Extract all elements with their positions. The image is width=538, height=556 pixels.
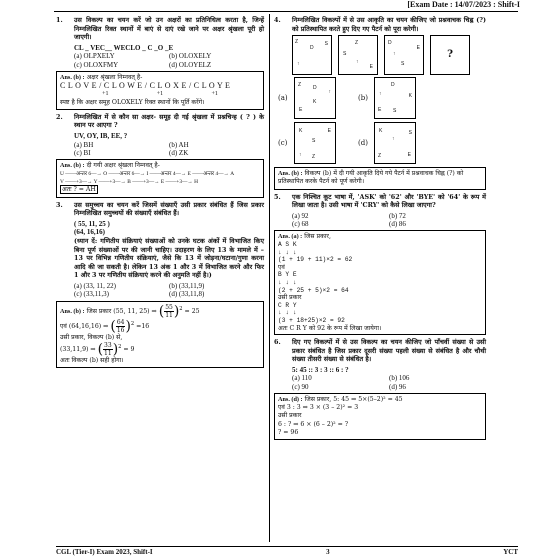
answer-calc: (2 + 25 + 5)×2 = 64	[278, 286, 349, 294]
page-footer	[56, 546, 518, 556]
increment-label: +1	[156, 91, 164, 98]
question-4	[274, 16, 486, 33]
options-q1	[56, 52, 264, 69]
option-b[interactable]: (b) (33,11,9)	[169, 281, 205, 290]
answer-line-3: उसी प्रकार, विकल्प (b) से,	[60, 333, 123, 341]
question-5	[274, 193, 486, 210]
set-2: (64, 16,16)	[74, 228, 105, 237]
right-column	[274, 16, 486, 443]
option-a[interactable]: (a) 92	[292, 211, 309, 220]
question-number: 1.	[56, 16, 63, 24]
answer-text: अक्षर श्रृंखला निम्नवत् है-	[86, 73, 143, 81]
option-label: (d)	[358, 138, 368, 147]
fraction: $\frac{33}{11}$	[104, 341, 112, 357]
option-d[interactable]: (d) 96	[389, 382, 406, 391]
question-mark: ?	[430, 35, 470, 75]
option-d[interactable]: (d) OLOYELZ	[169, 60, 212, 69]
exam-date-header: [Exam Date : 14/07/2023 : Shift-I	[407, 0, 520, 9]
column-separator	[269, 14, 270, 542]
option-label: (b)	[358, 93, 368, 102]
question-note: (ध्यान दें: गणितीय संक्रियाएं संख्याओं को उनके घटक अंकों में विभाजित किए बिना पूर्ण संख्याओं पर की जानी चाहिए। उदाहरण के लिए 13 के मामले में – 13 पर विभिन्न गणितीय संक्रियाएं, जैसे कि 13 में जोड़ना/घटाना/गुणा करना आदि की जा सकती है। लेकिन 13 अंक 1 और 3 में विभाजित करने और फिर 1 और 3 पर गणितीय संक्रियाएं करने की अनुमति नहीं है।)	[74, 236, 264, 280]
option-c[interactable]: (c) 68	[292, 220, 309, 229]
answer-text: जिस प्रकार,	[304, 233, 331, 241]
answer-box-q4	[274, 167, 486, 189]
question-number: 2.	[56, 112, 63, 121]
answer-text: जिस प्रकार (55, 11, 25) ⇒	[86, 307, 157, 315]
options-q5	[274, 212, 486, 229]
question-number: 3.	[56, 200, 63, 209]
options-row-1	[278, 77, 486, 119]
answer-calc: (3 + 18+25)×2 = 92	[278, 316, 345, 324]
answer-arrows: ↓ ↓ ↓	[278, 278, 297, 286]
options-q2	[56, 141, 264, 158]
answer-line: उसी प्रकार	[278, 412, 302, 420]
answer-text: विकल्प (b) में दी गयी आकृति दिये गये पैटर्न में प्रश्नवाचक चिह्न (?) को प्रतिस्थापित करके पैटर्न को पूर्ण करेगी।	[278, 170, 464, 186]
answer-text: जिस प्रकार, 5: 45 ⇒ 5×(5–2)² = 45	[304, 396, 403, 404]
option-a[interactable]: (a) BH	[74, 140, 94, 149]
answer-heading: Ans. (b) :	[60, 162, 85, 170]
answer-calc: (1 + 19 + 11)×2 = 62	[278, 256, 353, 264]
answer-text: (33,11,9) ⇒	[60, 345, 96, 353]
answer-arrows: ↓ ↓ ↓	[278, 248, 297, 256]
question-3	[56, 201, 264, 218]
header-rule	[54, 11, 518, 12]
answer-result: =16	[136, 322, 150, 330]
answer-text: उसी प्रकार	[278, 294, 302, 302]
answer-result: = 9	[123, 345, 135, 353]
option-d[interactable]: (d) (33,11,8)	[169, 290, 205, 299]
question-series: UV, OY, IB, EE, ?	[74, 131, 128, 140]
options-q6	[274, 374, 486, 391]
question-number: 4.	[274, 16, 281, 24]
answer-box-q3	[56, 301, 264, 368]
option-label: (a)	[278, 93, 288, 102]
figure-1: Z D S ↑	[292, 35, 332, 75]
question-text: दिए गए विकल्पों में से उस विकल्प का चयन कीजिए जो पाँचवीं संख्या से उसी प्रकार संबंधित है जिस प्रकार दूसरी संख्या पहली संख्या से संबंधित है और चौथी संख्या तीसरी संख्या से संबंधित है।	[292, 338, 486, 364]
answer-line-1: Ans. (b) : जिस प्रकार (55, 11, 25) ⇒ ( $\frac{55}{11}$ )$^2$ = 25	[60, 303, 200, 319]
option-b[interactable]: (b) 72	[389, 211, 406, 220]
answer-letters: A S K	[278, 240, 297, 248]
question-text: एक निश्चित कूट भाषा में, 'ASK' को '62' और 'BYE' को '64' के रूप में लिखा जाता है। उसी भाषा में 'CRY' को कैसे लिखा जाएगा?	[292, 192, 486, 210]
figure-3: E D S ↑	[384, 35, 424, 75]
answer-row-2: V ——+3—→ Y ——+3—→ B ——+3—→ E ——+3—→ H	[60, 179, 199, 186]
options-q3	[56, 282, 264, 299]
question-1	[56, 16, 264, 42]
figure-sequence	[292, 35, 486, 75]
option-b[interactable]: (b) AH	[169, 140, 189, 149]
answer-letters: C R Y	[278, 301, 297, 309]
question-6	[274, 338, 486, 364]
footer-left: CGL (Tier-I) Exam 2023, Shift-I	[56, 548, 153, 556]
answer-row-1: U ——अन्तर 6—→ O ——अन्तर 6—→ I ——अन्तर 4—→ E ——अन्तर 4—→ A	[60, 171, 235, 178]
increment-label: +1	[102, 91, 109, 98]
option-c[interactable]: (c) 90	[292, 382, 309, 391]
figure-2: Z S E ↑	[338, 35, 378, 75]
answer-line-4: (33,11,9) ⇒ ( $\frac{33}{11}$ )$^2$ = 9	[60, 341, 135, 357]
answer-letters: B Y E	[278, 271, 297, 279]
increment-row	[60, 90, 260, 98]
footer-right: YCT	[503, 548, 518, 556]
answer-line: एवं 3 : 3 ⇒ 3 × (3 – 2)² = 3	[278, 404, 359, 412]
option-c[interactable]: (c) BI	[74, 148, 91, 157]
answer-heading: Ans. (a) :	[278, 233, 303, 241]
option-c[interactable]: (c) (33,11,3)	[74, 290, 109, 299]
question-text: उस समुच्चय का चयन करें जिसमें संख्याएँ उसी प्रकार संबंधित हैं जिस प्रकार निम्नलिखित समुच्चयों की संख्याएँ संबंधित हैं।	[74, 200, 264, 218]
answer-text: एवं	[278, 263, 285, 271]
answer-line: ? = 96	[278, 428, 299, 436]
left-column	[56, 16, 264, 371]
answer-box-q1	[56, 71, 264, 110]
options-row-2	[278, 122, 486, 164]
question-text: उस विकल्प का चयन करें जो उन अक्षरों का प्रतिनिधित्व करता है, जिन्हें निम्नलिखित रिक्त स्थानों में बाएं से दाएं रखे जाने पर अक्षर श्रृंखला पूरी हो जाएगी।	[74, 16, 264, 42]
question-text: निम्नलिखित विकल्पों में से उस आकृति का चयन कीजिए जो प्रश्नवाचक चिह्न (?) को प्रतिस्थापित करते हुए दिए गए पैटर्न को पूरा करेगी।	[292, 16, 486, 33]
page-number: 3	[326, 548, 330, 556]
option-d[interactable]: (d) ZK	[169, 148, 189, 157]
answer-heading: Ans. (b) :	[60, 73, 85, 81]
question-number: 5.	[274, 192, 281, 201]
answer-heading: Ans. (d) :	[278, 396, 303, 404]
question-text: निम्नलिखित में से कौन सा अक्षर- समूह दी गई श्रृंखला में प्रश्नचिन्ह ( ? ) के स्थान पर आएगा ?	[74, 112, 264, 130]
question-series: 5: 45 :: 3 : 3 :: 6 : ?	[292, 365, 349, 374]
option-d[interactable]: (d) 86	[389, 220, 406, 229]
answer-heading: Ans. (b) :	[60, 307, 85, 315]
answer-result: = 25	[184, 307, 200, 315]
answer-conclusion	[60, 186, 260, 194]
answer-box-q2	[56, 159, 264, 197]
option-b[interactable]: (b) OLOXELY	[169, 52, 212, 61]
answer-conclusion: स्पष्ट है कि अक्षर समूह OLOXELY रिक्त स्थानों कि पूर्ति करेंगे।	[60, 98, 205, 106]
option-a[interactable]: (a) 110	[292, 374, 312, 383]
answer-box-q6	[274, 393, 486, 440]
question-2	[56, 113, 264, 130]
answer-line: 6 : ? ⇒ 6 × (6 – 2)² = ?	[278, 420, 349, 428]
answer-arrows: ↓ ↓ ↓	[278, 309, 297, 317]
answer-text: एवं (64,16,16) ⇒	[60, 322, 109, 330]
answer-conclusion-text: अतः ? = AH	[62, 186, 96, 194]
answer-heading: Ans. (b) :	[278, 170, 303, 178]
option-label: (c)	[278, 138, 288, 147]
option-c[interactable]: (c) OLOXFMY	[74, 60, 119, 69]
answer-box-q5	[274, 230, 486, 335]
option-a[interactable]: (a) (33, 11, 22)	[74, 281, 116, 290]
option-a[interactable]: (a) OLPXELY	[74, 52, 115, 61]
answer-text: दी गयी अक्षर श्रृंखला निम्नवत् है-	[86, 162, 160, 170]
question-number: 6.	[274, 338, 281, 347]
answer-series: C L O V E / C L O W E / C L O X E / C L O Y E	[60, 81, 231, 91]
option-b[interactable]: (b) 106	[389, 374, 410, 383]
set-1: ( 55, 11, 25 )	[74, 219, 110, 228]
answer-conclusion: अतः विकल्प (b) सही होगा।	[60, 356, 124, 364]
fraction: $\frac{64}{16}$	[116, 318, 125, 334]
option-c-figure[interactable]: K E S ↑ Z	[294, 122, 336, 164]
increment-label: +1	[211, 91, 218, 98]
option-b-figure[interactable]: D ↑ K S E	[374, 77, 416, 119]
answer-line-2: एवं (64,16,16) ⇒ ( $\frac{64}{16}$ )$^2$ =16	[60, 318, 150, 334]
option-d-figure[interactable]: K ↑ S Z E	[374, 122, 416, 164]
option-a-figure[interactable]: Z D ↑ E K	[294, 77, 336, 119]
question-series: CL _ VEC__ WECLO _ C _O _E	[74, 43, 174, 52]
answer-conclusion: अतः C R Y को 92 के रूप में लिखा जायेगा।	[278, 324, 382, 332]
fraction: $\frac{55}{11}$	[165, 303, 173, 319]
